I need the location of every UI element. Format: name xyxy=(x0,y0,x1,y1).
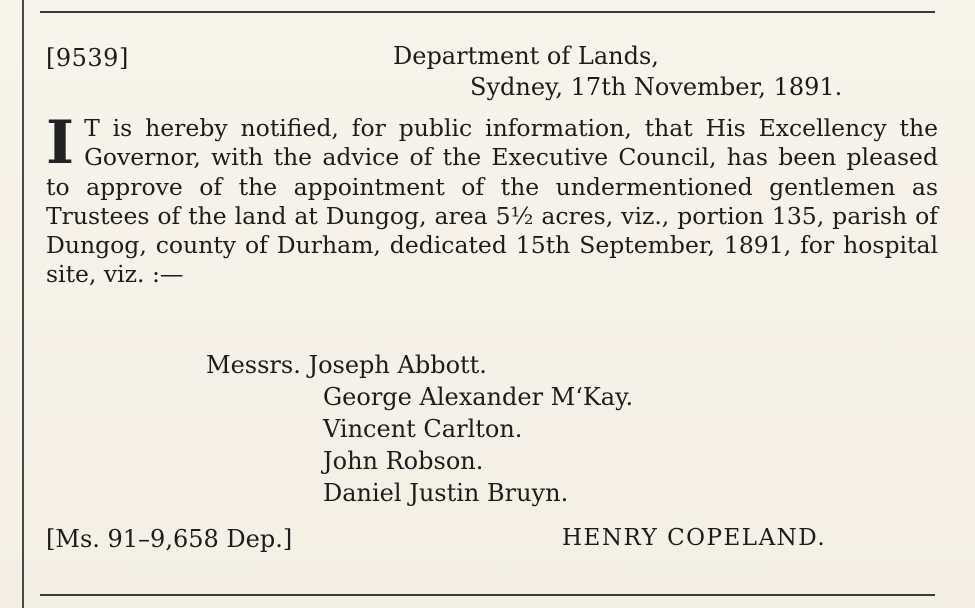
bottom-rule xyxy=(40,594,935,596)
notice-date: Sydney, 17th November, 1891. xyxy=(470,73,843,101)
drop-cap: I xyxy=(46,108,75,178)
left-margin-line xyxy=(22,0,24,608)
reference-number: [Ms. 91–9,658 Dep.] xyxy=(46,525,293,553)
top-rule xyxy=(40,11,935,13)
trustee-name: George Alexander M‘Kay. xyxy=(323,383,634,411)
trustee-name: John Robson. xyxy=(323,447,484,475)
trustee-name: Vincent Carlton. xyxy=(323,415,523,443)
notice-number: [9539] xyxy=(46,44,129,72)
notice-body xyxy=(46,108,938,290)
trustee-name: Joseph Abbott. xyxy=(308,351,487,379)
trustee-row xyxy=(206,349,633,381)
signatory-name: HENRY COPELAND. xyxy=(562,525,827,551)
trustee-name: Daniel Justin Bruyn. xyxy=(323,479,569,507)
trustee-list xyxy=(206,349,633,509)
notice-body-text: T is hereby notified, for public information, that His Excellency the Governor, with the advice of the Executive Council, has been pleased to approve of the appointment of the undermentioned gentlemen as Trustees of the land at Dungog, area 5½ acres, viz., portion 135, parish of Dungog, county of Durham, dedicated 15th September, 1891, for hospital site, viz. :— xyxy=(46,114,938,289)
department-heading: Department of Lands, xyxy=(393,42,659,70)
trustees-prefix: Messrs. xyxy=(206,351,301,379)
